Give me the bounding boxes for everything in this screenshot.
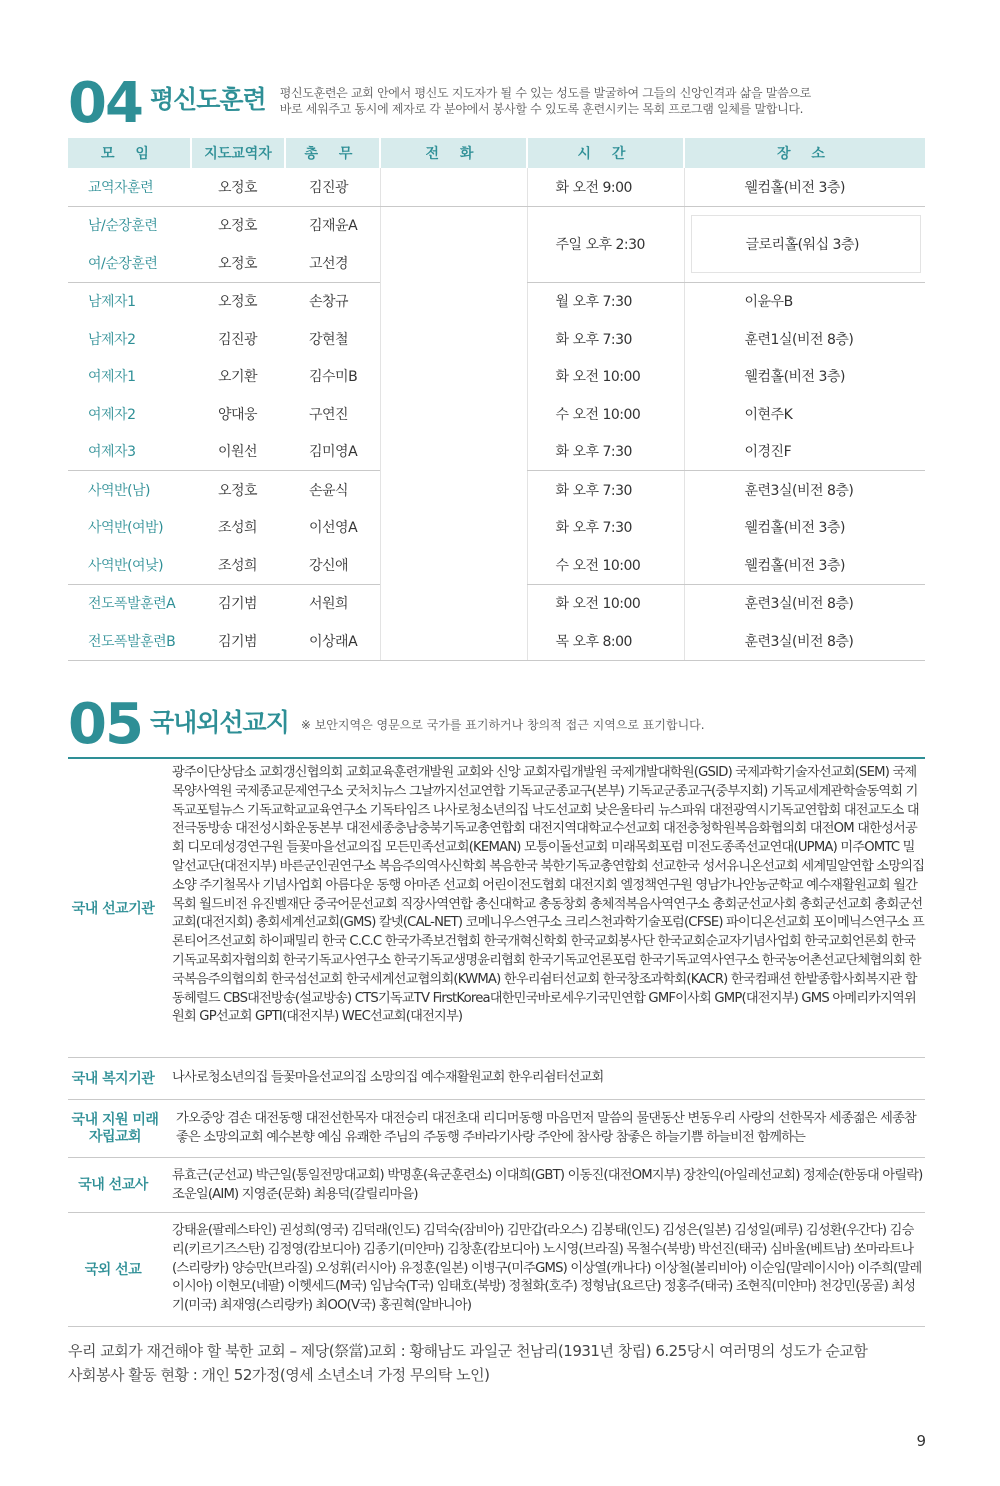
mission-row <box>68 1059 925 1100</box>
meeting-cell: 사역반(남) <box>88 482 151 499</box>
row-text: 류효근(군선교) 박근일(통일전망대교회) 박명훈(육군훈련소) 이대희(GBT) 이동진(대전OM지부) 장찬익(아일레선교회) 정제순(한동대 아릴락) 조운일(AIM) 지영준(문화) 최용덕(갈릴리마을) <box>172 1168 923 1202</box>
meeting-cell: 여제자2 <box>88 406 136 423</box>
training-table <box>68 138 925 661</box>
manager-cell: 김수미B <box>309 369 358 386</box>
section-title: 국내외선교지 <box>149 708 289 737</box>
meeting-cell: 사역반(여낮) <box>68 546 191 584</box>
row-text: 가오중앙 겸손 대전동행 대전선한목자 대전승리 대전초대 리디머동행 마음먼저 말씀의 물댄동산 변동우리 사랑의 선한목자 세종젊은 세종참좋은 소망의교회 예수본향 예심 유쾌한 주님의 주동행 주바라기사랑 주안에 참사랑 참좋은 하늘기쁨 하늘비전 함께하는 <box>176 1111 916 1145</box>
meeting-cell: 전도폭발훈련A <box>88 596 176 613</box>
header-leader: 지도교역자 <box>191 138 285 168</box>
manager-cell: 김진광 <box>285 168 380 206</box>
place-cell: 웰컴홀(비전 3층) <box>684 358 925 396</box>
meeting-cell: 여/순장훈련 <box>68 244 191 282</box>
manager-cell: 이상래A <box>285 622 380 660</box>
meeting-cell: 남제자2 <box>88 331 136 348</box>
manager-cell: 강현철 <box>309 331 349 348</box>
phone-cell <box>380 168 527 206</box>
section-note: ※ 보안지역은 영문으로 국가를 표기하거나 창의적 접근 지역으로 표기합니다. <box>300 718 705 732</box>
header-time: 시 간 <box>527 138 684 168</box>
manager-cell: 손윤식 <box>309 482 349 499</box>
meeting-cell: 사역반(여밤) <box>88 520 164 537</box>
row-text: 나사로청소년의집 들꽃마을선교의집 소망의집 예수재활원교회 한우리쉼터선교회 <box>172 1070 604 1085</box>
time-cell: 화 오전 10:00 <box>527 358 684 396</box>
manager-cell: 고선경 <box>285 244 380 282</box>
place-cell: 훈련1실(비전 8층) <box>684 320 925 358</box>
section-number: 04 <box>68 71 142 136</box>
table-header-row <box>68 138 925 168</box>
leader-cell: 오정호 <box>191 168 285 206</box>
time-cell: 목 오후 8:00 <box>527 622 684 660</box>
meeting-cell: 여제자3 <box>68 433 191 471</box>
mission-row <box>68 1214 925 1327</box>
leader-cell: 오정호 <box>191 244 285 282</box>
meeting-cell: 여제자1 <box>88 369 136 386</box>
meeting-cell: 교역자훈련 <box>68 168 191 206</box>
leader-cell: 오정호 <box>218 294 258 311</box>
leader-cell: 오정호 <box>218 218 258 235</box>
section-number: 05 <box>68 692 142 757</box>
mission-row <box>68 1101 925 1158</box>
section-title: 평신도훈련 <box>149 85 266 114</box>
leader-cell: 양대웅 <box>218 406 258 423</box>
place-cell: 웰컴홀(비전 3층) <box>684 509 925 547</box>
table-row <box>68 168 925 206</box>
time-cell: 수 오전 10:00 <box>527 395 684 433</box>
description-line: 바로 세워주고 동시에 제자로 각 분야에서 봉사할 수 있도록 훈련시키는 목회 프로그램 일체를 말합니다. <box>279 102 804 116</box>
row-label: 국내 복지기관 <box>71 1070 155 1087</box>
mission-row <box>68 1159 925 1213</box>
place-cell: 훈련3실(비전 8층) <box>684 622 925 660</box>
manager-cell: 김미영A <box>285 433 380 471</box>
place-cell: 이현주K <box>684 395 925 433</box>
manager-cell: 구연진 <box>309 406 349 423</box>
header-place: 장 소 <box>684 138 925 168</box>
leader-cell: 조성희 <box>191 546 285 584</box>
page-number: 9 <box>916 1432 926 1450</box>
place-cell: 훈련3실(비전 8층) <box>684 584 925 622</box>
footer-note: 사회봉사 활동 현황 : 개인 52가정(영세 소년소녀 가정 무의탁 노인) <box>68 1366 490 1384</box>
row-label: 국내 지원 미래자립교회 <box>71 1112 159 1145</box>
manager-cell: 이선영A <box>309 520 358 537</box>
header-meeting: 모 임 <box>68 138 191 168</box>
meeting-cell: 남제자1 <box>88 294 136 311</box>
leader-cell: 오정호 <box>218 482 258 499</box>
time-cell: 주일 오후 2:30 <box>527 206 684 282</box>
section-04-header <box>68 71 811 136</box>
mission-row <box>68 762 925 1058</box>
row-text: 강태윤(팔레스타인) 권성희(영국) 김덕래(인도) 김덕숙(잠비아) 김만갑(라오스) 김봉태(인도) 김성은(일본) 김성일(페루) 김성환(우간다) 김승리(키르기즈스탄) 김정영(캄보디아) 김종기(미얀마) 김창훈(캄보디아) 노시영(브라질) 목철수(북방) 박선진(태국) 심바울(베트남) 쏘마라트나(스리랑카) 양승만(브라질) 오성휘(러시아) 유정훈(일본) 이병구(미주GMS) 이상열(캐나다) 이상철(볼리비아) 이순임(말레이시아) 이주희(말레이시아) 이현모(네팔) 이헷세드(M국) 임남숙(T국) 임태호(북방) 정철화(호주) 정형남(요르단) 정홍주(태국) 조현직(미얀마) 천강민(몽골) 최성기(미국) 최재영(스리랑카) 최OO(V국) 홍권혁(알바니아) <box>172 1223 922 1314</box>
place-cell: 훈련3실(비전 8층) <box>684 471 925 509</box>
meeting-cell: 남/순장훈련 <box>88 218 158 235</box>
row-label: 국내 선교사 <box>78 1177 148 1193</box>
leader-cell: 이원선 <box>191 433 285 471</box>
row-label: 국내 선교기관 <box>71 901 155 917</box>
time-cell: 화 오후 7:30 <box>527 471 684 509</box>
place-cell: 이경진F <box>684 433 925 471</box>
manager-cell: 서원희 <box>309 596 349 613</box>
leader-cell: 김진광 <box>218 331 258 348</box>
time-cell: 월 오후 7:30 <box>527 282 684 320</box>
time-cell: 화 오후 7:30 <box>527 509 684 547</box>
place-cell: 이윤우B <box>684 282 925 320</box>
table-row <box>68 206 925 244</box>
time-cell: 화 오후 7:30 <box>527 320 684 358</box>
place-cell: 웰컴홀(비전 3층) <box>684 168 925 206</box>
meeting-cell: 전도폭발훈련B <box>68 622 191 660</box>
leader-cell: 조성희 <box>218 520 258 537</box>
section-05-header <box>68 692 705 757</box>
time-cell: 화 오전 10:00 <box>527 584 684 622</box>
manager-cell: 김재윤A <box>309 218 358 235</box>
header-phone: 전 화 <box>380 138 527 168</box>
footer-note: 우리 교회가 재건해야 할 북한 교회 – 제당(祭當)교회 : 황해남도 과일군 천남리(1931년 창립) 6.25당시 여러명의 성도가 순교함 <box>68 1342 868 1360</box>
manager-cell: 강신애 <box>285 546 380 584</box>
header-manager: 총 무 <box>285 138 380 168</box>
time-cell: 수 오전 10:00 <box>527 546 684 584</box>
leader-cell: 오기환 <box>218 369 258 386</box>
row-text: 광주이단상담소 교회갱신협의회 교회교육훈련개발원 교회와 신앙 교회자립개발원 국제개발대학원(GSID) 국제과학기술자선교회(SEM) 국제목양사역원 국제종교문제연구소 굿처치뉴스 그날까지선교연합 기독교군종교구(본부) 기독교군종교구(중부지회) 기독교세계관학술동역회 기독교포털뉴스 기독교학교교육연구소 기독타임즈 나사로청소년의집 낙도선교회 낮은울타리 뉴스파워 대전광역시기독교연합회 대전교도소 대전극동방송 대전성시화운동본부 대전세종충남충북기독교총연합회 대전지역대학교수선교회 대전충청학원복음화협의회 대전OM 대한성서공회 디모데성경연구원 들꽃마을선교의집 모든민족선교회(KEMAN) 모퉁이돌선교회 미래목회포럼 미전도종족선교연대(UPMA) 미주OMTC 밀알선교단(대전지부) 바른군인권연구소 복음주의역사신학회 복음한국 북한기독교총연합회 선교한국 성서유니온선교회 세계밀알연합 소망의집 소양 주기철목사 기념사업회 아름다운 동행 아마존 선교회 어린이전도협회 대전지회 엘정책연구원 영남가나안농군학교 예수재활원교회 월간목회 월드비전 유진벨재단 중국어문선교회 직장사역연합 총신대학교 총동창회 총체적복음사역연구소 총회군선교사회 총회군선교회 총회군선교회(대전지회) 총회세계선교회(GMS) 칼넷(CAL-NET) 코메니우스연구소 크리스천과학기술포럼(CFSE) 파이디온선교회 포이메닉스연구소 프론티어즈선교회 하이패밀리 한국 C.C.C 한국가족보건협회 한국개혁신학회 한국교회봉사단 한국교회순교자기념사업회 한국교회언론회 한국기독교목회자협의회 한국기독교사연구소 한국기독교생명윤리협회 한국기독교언론포럼 한국기독교역사연구소 한국농어촌선교단체협의회 한국복음주의협의회 한국섬선교회 한국세계선교협의회(KWMA) 한우리쉼터선교회 한국창조과학회(KACR) 한국컴패션 한밭종합사회복지관 합동헤럴드 CBS대전방송(설교방송) CTS기독교TV FirstKorea대한민국바로세우기국민연합 GMF이사회 GMP(대전지부) GMS 아메리카지역위원회 GP선교회 GPTI(대전지부) WEC선교회(대전지부) <box>172 765 925 1025</box>
section-description <box>280 85 811 117</box>
leader-cell: 김기범 <box>191 622 285 660</box>
phone-cell <box>380 206 527 660</box>
time-cell: 화 오후 7:30 <box>527 433 684 471</box>
leader-cell: 김기범 <box>218 596 258 613</box>
place-text: 글로리홀(워십 3층) <box>745 237 859 253</box>
section-divider <box>68 757 925 759</box>
place-box <box>691 215 922 273</box>
place-cell <box>684 206 925 282</box>
description-line: 평신도훈련은 교회 안에서 평신도 지도자가 될 수 있는 성도를 발굴하여 그들의 신앙인격과 삶을 말씀으로 <box>279 86 811 100</box>
place-cell: 웰컴홀(비전 3층) <box>684 546 925 584</box>
manager-cell: 손창규 <box>309 294 349 311</box>
row-label: 국외 선교 <box>84 1261 142 1278</box>
time-cell: 화 오전 9:00 <box>527 168 684 206</box>
